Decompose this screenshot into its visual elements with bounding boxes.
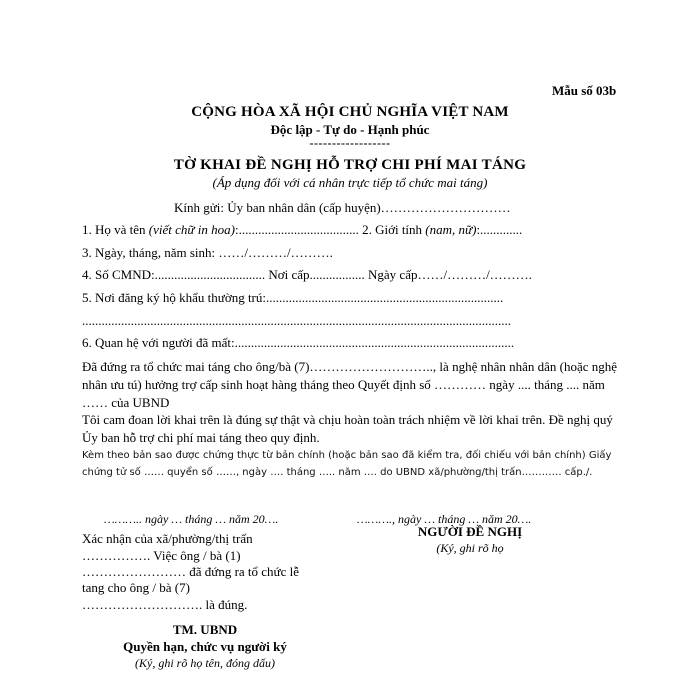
ubnd-sign-note: (Ký, ghi rõ họ tên, đóng dấu) — [135, 656, 275, 670]
paragraph-attachments: Kèm theo bản sao được chứng thực từ bản chính (hoặc bản sao đã kiểm tra, đối chiếu với bản chính) Giấy chứng tử số …… quyển số ……, ngày …. tháng ….. năm …. do UBND xã/phường/thị trấn………… cấp./. — [82, 450, 612, 478]
left-date-line: ……….. ngày … tháng … năm 20…. — [104, 512, 279, 526]
document-title: TỜ KHAI ĐỀ NGHỊ HỖ TRỢ CHI PHÍ MAI TÁNG — [173, 157, 527, 173]
form-number: Mẫu số 03b — [552, 83, 617, 98]
field-5-continuation[interactable]: .................................................................................................................................... — [82, 313, 511, 328]
name-dots[interactable]: :..................................... — [234, 222, 363, 237]
motto: Độc lập - Tự do - Hạnh phúc — [270, 122, 430, 137]
applicant-sign-title: NGƯỜI ĐỀ NGHỊ — [417, 524, 523, 539]
paragraph-commitment: Tôi cam đoan lời khai trên là đúng sự thật và chịu hoàn toàn trách nhiệm về lời khai trên. Đề nghị quý Ủy ban hỗ trợ chi phí mai táng theo quy định. — [82, 412, 613, 445]
gender-hint: (nam, nữ) — [425, 222, 477, 237]
confirm-line-4: tang cho ông / bà (7) — [82, 580, 190, 595]
field-1-2 — [82, 222, 522, 238]
applicant-sign-note: (Ký, ghi rõ họ — [436, 541, 504, 555]
ubnd-sign-title: TM. UBND — [172, 622, 238, 637]
right-date-line: ………., ngày … tháng … năm 20…. — [357, 512, 532, 526]
name-hint: (viết chữ in hoa) — [148, 222, 235, 237]
nation-header: CỘNG HÒA XÃ HỘI CHỦ NGHĨA VIỆT NAM — [191, 104, 509, 120]
confirm-line-5: ………………………. là đúng. — [82, 597, 248, 612]
field-3-birthdate[interactable]: 3. Ngày, tháng, năm sinh: ……/………/………. — [82, 245, 333, 260]
paragraph-organizer: Đã đứng ra tổ chức mai táng cho ông/bà (7)……………………….., là nghệ nhân nhân dân (hoặc nghệ nhân ưu tú) hưởng trợ cấp sinh hoạt hàng tháng theo Quyết định số ………… ngày .... tháng .... năm …… của UBND — [82, 359, 618, 410]
ubnd-sign-role: Quyền hạn, chức vụ người ký — [123, 639, 287, 654]
confirm-line-2: ……………. Việc ông / bà (1) — [82, 548, 241, 563]
field-4-id[interactable]: 4. Số CMND:.................................. Nơi cấp................. Ngày cấp……/………/………. — [82, 267, 532, 282]
document-subtitle: (Áp dụng đối với cá nhân trực tiếp tổ chức mai táng) — [212, 175, 488, 190]
field-6-relation[interactable]: 6. Quan hệ với người đã mất:...................................................................................... — [82, 335, 515, 350]
gender-label: 2. Giới tính — [362, 222, 426, 237]
addressee: Kính gửi: Ủy ban nhân dân (cấp huyện)………………………… — [174, 200, 511, 215]
gender-dots[interactable]: :............. — [476, 222, 523, 237]
confirm-line-1: Xác nhận của xã/phường/thị trấn — [82, 531, 253, 546]
name-label: 1. Họ và tên — [82, 222, 149, 237]
confirm-line-3: …………………… đã đứng ra tổ chức lễ — [82, 564, 299, 579]
header-separator: ------------------ — [309, 136, 391, 150]
field-5-residence[interactable]: 5. Nơi đăng ký hộ khẩu thường trú:......................................................................... — [82, 290, 504, 305]
